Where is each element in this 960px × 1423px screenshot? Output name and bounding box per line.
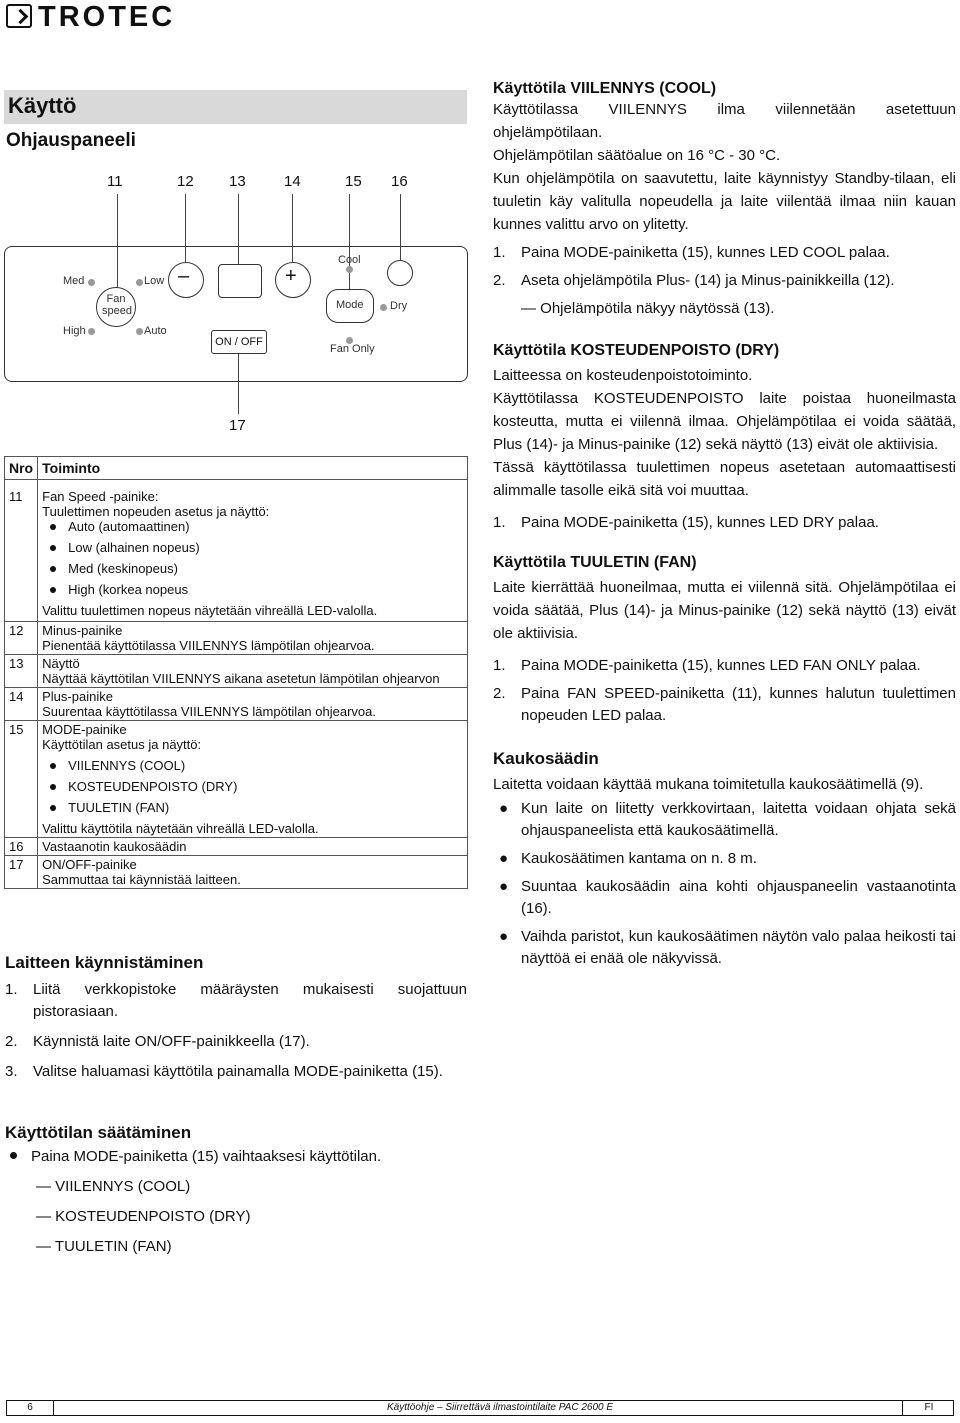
list-item: ● Suuntaa kaukosäädin aina kohti ohjauspaneelin vastaanotinta (16). (499, 878, 956, 917)
table-row: 16 Vastaanotin kaukosäädin (5, 837, 468, 855)
fan-speed-label: Fan speed (102, 293, 132, 317)
footer-lang: FI (902, 1401, 955, 1415)
led-high (88, 328, 95, 335)
list-item: — KOSTEUDENPOISTO (DRY) (36, 1208, 251, 1225)
label-cool: Cool (338, 254, 361, 266)
label-auto: Auto (144, 325, 167, 337)
list-item: 1. Paina MODE-painiketta (15), kunnes LED DRY palaa. (493, 514, 879, 531)
led-dry (380, 304, 387, 311)
dry-p2: Käyttötilassa KOSTEUDENPOISTO laite poistaa huoneilmasta kosteutta, mutta ei viilennä ilmaa. Ohjelämpötilaa ei voida säätää, Plus (14)- ja Minus-painike (12) sekä näyttö (13) eivät ole aktiivisia. (493, 390, 956, 453)
label-low: Low (144, 275, 165, 287)
label-fan-only: Fan Only (330, 343, 375, 355)
list-item: — Ohjelämpötila näkyy näytössä (13). (521, 300, 775, 317)
list-item: — TUULETIN (FAN) (36, 1238, 172, 1255)
table-row: 17 ON/OFF-painike Sammuttaa tai käynnistää laitteen. (5, 855, 468, 888)
list-item: — VIILENNYS (COOL) (36, 1178, 191, 1195)
panel-number-11: 11 (107, 173, 123, 190)
startup-steps (5, 979, 467, 1083)
table-header-row (5, 457, 468, 480)
mode-adjust-list (10, 1146, 381, 1258)
dry-p3: Tässä käyttötilassa tuulettimen nopeus asetetaan automaattisesti alimmalle tasolle eikä sitä voi muuttaa. (493, 459, 956, 499)
label-med: Med (63, 275, 85, 287)
table-row: 14 Plus-painike Suurentaa käyttötilassa VIILENNYS lämpötilan ohjearvoa. (5, 687, 468, 720)
section-title: Käyttö (8, 93, 77, 118)
mode-adjust-title: Käyttötilan säätäminen (5, 1123, 192, 1142)
list-item: 3. Valitse haluamasi käyttötila painamalla MODE-painiketta (15). (5, 1063, 443, 1080)
fan-title: Käyttötila TUULETIN (FAN) (493, 554, 697, 571)
list-item: 1. Paina MODE-painiketta (15), kunnes LED FAN ONLY palaa. (493, 657, 921, 674)
led-low (136, 279, 143, 286)
panel-number-14: 14 (284, 173, 301, 190)
table-header-nro: Nro (5, 457, 38, 480)
plus-label: + (285, 265, 297, 287)
logo-text: TROTEC (38, 1, 176, 33)
cool-p3: Kun ohjelämpötila on saavutettu, laite käynnistyy Standby-tilaan, eli tuuletin käy valitulla nopeudella ja laite viilentää ilmaa niin kauan kunnes valittu arvo on ylitetty. (493, 170, 956, 233)
list-item: 1. Liitä verkkopistoke määräysten mukaisesti suojattuun pistorasiaan. (5, 981, 467, 1020)
list-item: TUULETIN (FAN) (50, 800, 463, 815)
list-item: VIILENNYS (COOL) (50, 758, 463, 773)
label-dry: Dry (390, 300, 408, 312)
list-item: Low (alhainen nopeus) (50, 540, 463, 555)
table-row: 15 MODE-painike Käyttötilan asetus ja näyttö: VIILENNYS (COOL) KOSTEUDENPOISTO (DRY) TUULETIN (FAN) Valittu käyttötila näytetään vihreällä LED-valolla. (5, 720, 468, 837)
list-item: 1. Paina MODE-painiketta (15), kunnes LED COOL palaa. (493, 244, 890, 261)
list-item: 2. Aseta ohjelämpötila Plus- (14) ja Minus-painikkeilla (12). (493, 272, 895, 289)
row-text: Fan Speed -painike: (42, 488, 159, 504)
cool-title: Käyttötila VIILENNYS (COOL) (493, 80, 717, 97)
page-footer (6, 1400, 954, 1416)
panel-number-17: 17 (229, 417, 246, 434)
footer-doc: Käyttöohje – Siirrettävä ilmastointilaite PAC 2600 E (387, 1402, 614, 1413)
startup-title: Laitteen käynnistäminen (5, 953, 204, 972)
label-mode: Mode (336, 299, 364, 311)
cool-p1: Käyttötilassa VIILENNYS ilma viilennetään asetettuun ohjelämpötilaan. (493, 101, 956, 141)
row-text: Valittu tuulettimen nopeus näytetään vihreällä LED-valolla. (42, 602, 378, 618)
minus-label: – (178, 265, 190, 287)
page-number: 6 (7, 1401, 54, 1415)
list-item: Med (keskinopeus) (50, 561, 463, 576)
dry-title: Käyttötila KOSTEUDENPOISTO (DRY) (493, 342, 780, 359)
dry-p1: Laitteessa on kosteudenpoistotoiminto. (493, 367, 753, 384)
list-item: High (korkea nopeus (50, 582, 463, 597)
panel-number-16: 16 (391, 173, 408, 190)
list-item: Auto (automaattinen) (50, 519, 463, 534)
table-row: 13 Näyttö Näyttää käyttötilan VIILENNYS aikana asetetun lämpötilan ohjearvon (5, 654, 468, 687)
panel-number-12: 12 (177, 173, 194, 190)
led-auto (136, 328, 143, 335)
right-column (493, 80, 956, 970)
remote-intro: Laitetta voidaan käyttää mukana toimitetulla kaukosäätimellä (9). (493, 776, 924, 793)
list-item: 2. Käynnistä laite ON/OFF-painikkeella (17). (5, 1033, 310, 1050)
remote-receiver (387, 260, 413, 286)
fan-p1: Laite kierrättää huoneilmaa, mutta ei viilennä sitä. Ohjelämpötilaa ei voida säätää, Plus (14)- ja Minus-painike (12) sekä näyttö (13) eivät ole aktiivisia. (493, 579, 956, 642)
logo-arrow-icon (6, 4, 32, 28)
temperature-display (218, 264, 262, 298)
on-off-button[interactable]: ON / OFF (211, 330, 267, 354)
list-item: ● Kun laite on liitetty verkkovirtaan, laitetta voidaan ohjata sekä ohjauspaneelista että kaukosäätimellä. (499, 800, 956, 839)
list-item: ● Kaukosäätimen kantama on n. 8 m. (499, 850, 757, 867)
cool-p2: Ohjelämpötilan säätöalue on 16 °C - 30 °C. (493, 147, 781, 164)
table-header-toiminto: Toiminto (38, 457, 468, 480)
panel-heading: Ohjauspaneeli (6, 130, 136, 151)
trotec-logo (6, 1, 216, 33)
table-row: 12 Minus-painike Pienentää käyttötilassa VIILENNYS lämpötilan ohjearvoa. (5, 621, 468, 654)
panel-number-15: 15 (345, 173, 362, 190)
row-text: Tuulettimen nopeuden asetus ja näyttö: (42, 503, 270, 519)
led-cool (346, 266, 353, 273)
table-row: 11 Fan Speed -painike: Tuulettimen nopeuden asetus ja näyttö: Auto (automaattinen) Low (alhainen nopeus) Med (keskinopeus) High (korkea nopeus Valittu tuulettimen nopeus näytetään vihreällä LED-valolla. (5, 488, 468, 622)
led-med (88, 279, 95, 286)
list-item: KOSTEUDENPOISTO (DRY) (50, 779, 463, 794)
label-high: High (63, 325, 86, 337)
function-table (4, 456, 468, 889)
list-item: Paina MODE-painiketta (15) vaihtaaksesi käyttötilan. (10, 1146, 381, 1168)
list-item: ● Vaihda paristot, kun kaukosäätimen näytön valo palaa heikosti tai näyttöä ei enää ole näkyvissä. (499, 928, 956, 967)
remote-title: Kaukosäädin (493, 749, 599, 768)
list-item: 2. Paina FAN SPEED-painiketta (11), kunnes halutun tuulettimen nopeuden LED palaa. (493, 685, 956, 724)
panel-number-13: 13 (229, 173, 246, 190)
